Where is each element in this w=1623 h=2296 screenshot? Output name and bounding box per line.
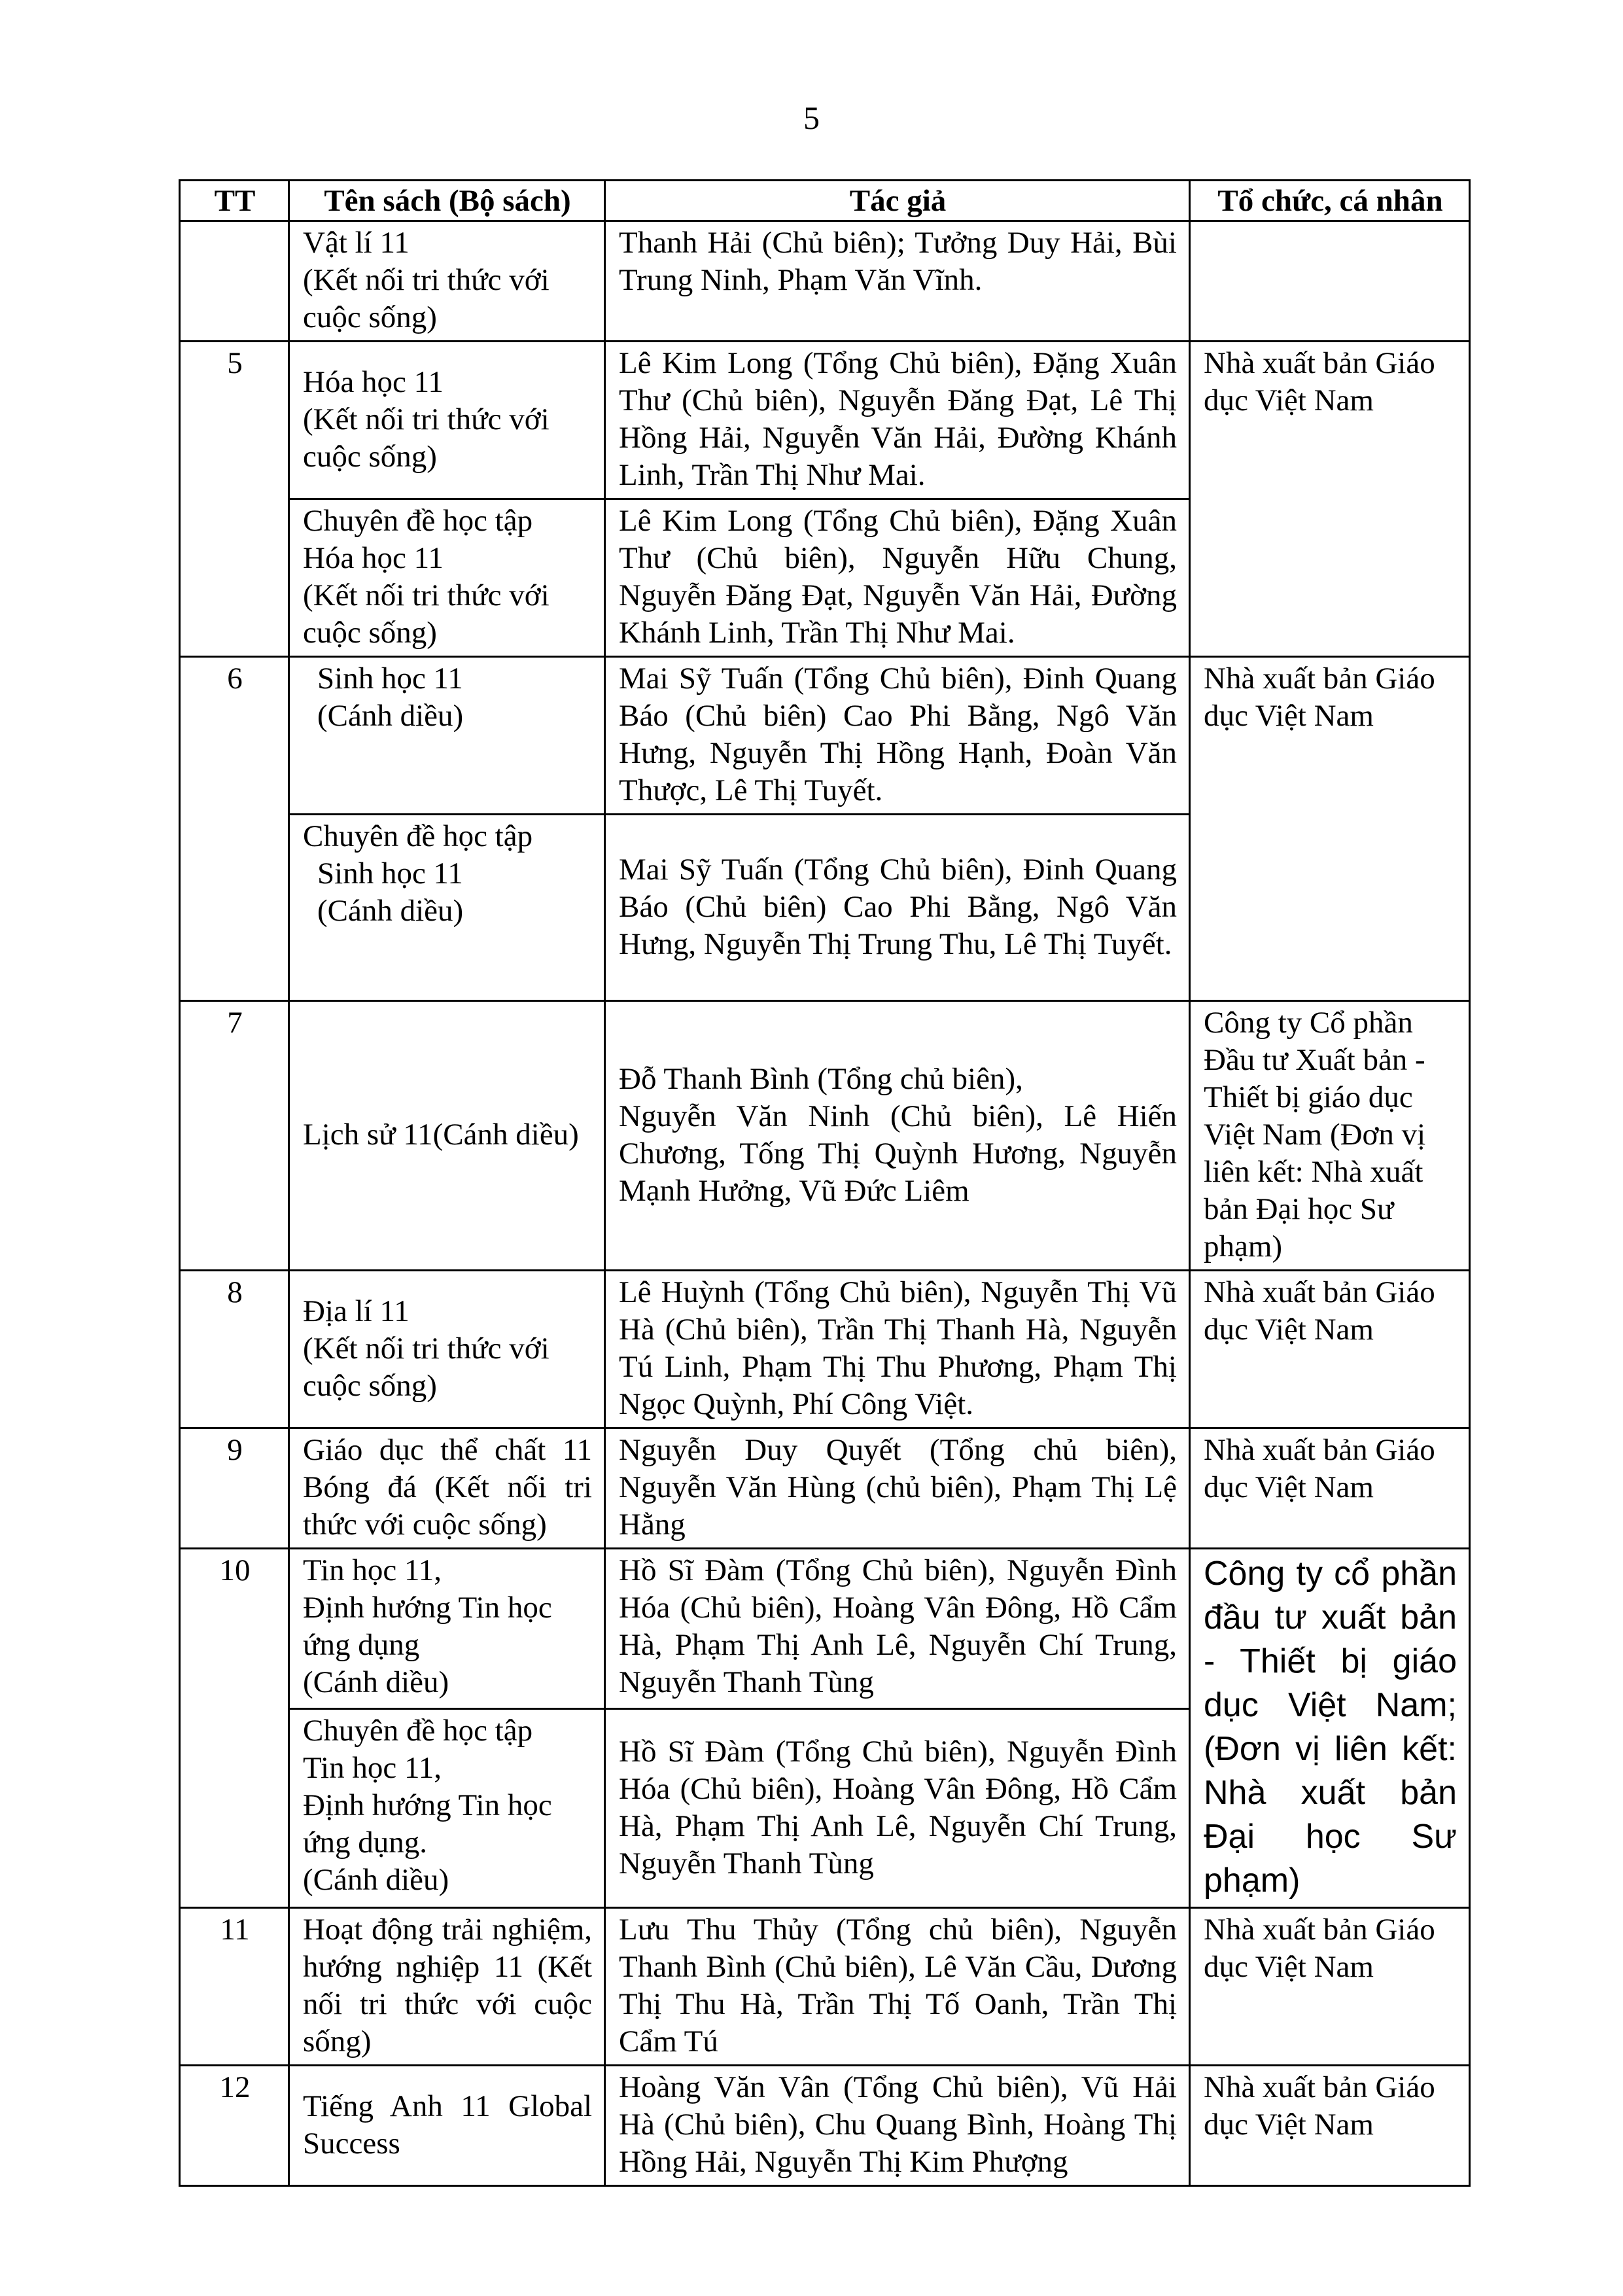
authors: Mai Sỹ Tuấn (Tổng Chủ biên), Đinh Quang Báo (Chủ biên) Cao Phi Bằng, Ngô Văn Hưng, Nguyễn Thị Trung Thu, Lê Thị Tuyết. <box>605 815 1190 1001</box>
authors-line: Đỗ Thanh Bình (Tổng chủ biên), <box>619 1061 1023 1096</box>
book-title-line: (Cánh diều) <box>317 894 464 928</box>
authors: Hồ Sĩ Đàm (Tổng Chủ biên), Nguyễn Đình Hóa (Chủ biên), Hoàng Vân Đông, Hồ Cẩm Hà, Phạm Thị Anh Lê, Nguyễn Chí Trung, Nguyễn Thanh Tùng <box>605 1549 1190 1709</box>
table-row <box>180 1428 1470 1549</box>
book-title: Giáo dục thể chất 11 Bóng đá (Kết nối tri thức với cuộc sống) <box>289 1428 605 1549</box>
book-title: Tin học 11, Định hướng Tin học ứng dụng (Cánh diều) <box>289 1549 605 1709</box>
authors: Hồ Sĩ Đàm (Tổng Chủ biên), Nguyễn Đình Hóa (Chủ biên), Hoàng Vân Đông, Hồ Cẩm Hà, Phạm Thị Anh Lê, Nguyễn Chí Trung, Nguyễn Thanh Tùng <box>605 1709 1190 1908</box>
book-title: Hóa học 11 (Kết nối tri thức với cuộc sống) <box>289 342 605 499</box>
textbook-table <box>179 179 1471 2187</box>
table-row <box>180 657 1470 815</box>
row-number <box>180 221 289 342</box>
book-title: Hoạt động trải nghiệm, hướng nghiệp 11 (Kết nối tri thức với cuộc sống) <box>289 1908 605 2066</box>
authors <box>605 1001 1190 1271</box>
book-title <box>289 815 605 1001</box>
book-title <box>289 657 605 815</box>
row-number: 11 <box>180 1908 289 2066</box>
organization <box>1190 221 1470 342</box>
authors: Hoàng Văn Vân (Tổng Chủ biên), Vũ Hải Hà (Chủ biên), Chu Quang Bình, Hoàng Thị Hồng Hải, Nguyễn Thị Kim Phượng <box>605 2066 1190 2186</box>
organization: Công ty Cổ phần Đầu tư Xuất bản - Thiết bị giáo dục Việt Nam (Đơn vị liên kết: Nhà xuất bản Đại học Sư phạm) <box>1190 1001 1470 1271</box>
organization: Nhà xuất bản Giáo dục Việt Nam <box>1190 657 1470 1001</box>
authors: Lưu Thu Thủy (Tổng chủ biên), Nguyễn Thanh Bình (Chủ biên), Lê Văn Cầu, Dương Thị Thu Hà, Trần Thị Tố Oanh, Trần Thị Cẩm Tú <box>605 1908 1190 2066</box>
authors: Lê Huỳnh (Tổng Chủ biên), Nguyễn Thị Vũ Hà (Chủ biên), Trần Thị Thanh Hà, Nguyễn Tú Linh, Phạm Thị Thu Phương, Phạm Thị Ngọc Quỳnh, Phí Công Việt. <box>605 1271 1190 1428</box>
authors: Mai Sỹ Tuấn (Tổng Chủ biên), Đinh Quang Báo (Chủ biên) Cao Phi Bằng, Ngô Văn Hưng, Nguyễn Thị Hồng Hạnh, Đoàn Văn Thược, Lê Thị Tuyết. <box>605 657 1190 815</box>
table-row <box>180 1001 1470 1271</box>
book-title-line: Chuyên đề học tập <box>303 819 533 853</box>
table-row <box>180 1271 1470 1428</box>
table-row <box>180 221 1470 342</box>
authors: Lê Kim Long (Tổng Chủ biên), Đặng Xuân Thư (Chủ biên), Nguyễn Đăng Đạt, Lê Thị Hồng Hải, Nguyễn Văn Hải, Đường Khánh Linh, Trần Thị Như Mai. <box>605 342 1190 499</box>
book-title: Vật lí 11 (Kết nối tri thức với cuộc sống) <box>289 221 605 342</box>
book-title: Tiếng Anh 11 Global Success <box>289 2066 605 2186</box>
book-title-line: Sinh học 11 <box>317 857 463 891</box>
authors: Thanh Hải (Chủ biên); Tưởng Duy Hải, Bùi Trung Ninh, Phạm Văn Vĩnh. <box>605 221 1190 342</box>
header-tt: TT <box>180 181 289 221</box>
organization: Nhà xuất bản Giáo dục Việt Nam <box>1190 1428 1470 1549</box>
row-number: 7 <box>180 1001 289 1271</box>
row-number: 9 <box>180 1428 289 1549</box>
authors: Nguyễn Duy Quyết (Tổng chủ biên), Nguyễn Văn Hùng (chủ biên), Phạm Thị Lệ Hằng <box>605 1428 1190 1549</box>
book-title: Chuyên đề học tập Tin học 11, Định hướng Tin học ứng dụng. (Cánh diều) <box>289 1709 605 1908</box>
organization: Nhà xuất bản Giáo dục Việt Nam <box>1190 1908 1470 2066</box>
organization: Nhà xuất bản Giáo dục Việt Nam <box>1190 1271 1470 1428</box>
book-title-line: (Cánh diều) <box>317 699 464 733</box>
row-number: 8 <box>180 1271 289 1428</box>
book-title: Chuyên đề học tập Hóa học 11 (Kết nối tri thức với cuộc sống) <box>289 499 605 657</box>
table-header-row <box>180 181 1470 221</box>
organization: Công ty cổ phần đầu tư xuất bản - Thiết bị giáo dục Việt Nam; (Đơn vị liên kết: Nhà xuất bản Đại học Sư phạm) <box>1190 1549 1470 1908</box>
book-title: Lịch sử 11(Cánh diều) <box>289 1001 605 1271</box>
table-row <box>180 1549 1470 1709</box>
authors: Lê Kim Long (Tổng Chủ biên), Đặng Xuân Thư (Chủ biên), Nguyễn Hữu Chung, Nguyễn Đăng Đạt, Nguyễn Văn Hải, Đường Khánh Linh, Trần Thị Như Mai. <box>605 499 1190 657</box>
organization: Nhà xuất bản Giáo dục Việt Nam <box>1190 342 1470 657</box>
row-number: 6 <box>180 657 289 1001</box>
table-row <box>180 342 1470 499</box>
row-number: 10 <box>180 1549 289 1908</box>
header-book: Tên sách (Bộ sách) <box>289 181 605 221</box>
book-title-line: Sinh học 11 <box>317 662 463 696</box>
book-title: Địa lí 11 (Kết nối tri thức với cuộc sống) <box>289 1271 605 1428</box>
header-org: Tổ chức, cá nhân <box>1190 181 1470 221</box>
row-number: 12 <box>180 2066 289 2186</box>
row-number: 5 <box>180 342 289 657</box>
page-number: 5 <box>803 99 820 136</box>
authors-line: Nguyễn Văn Ninh (Chủ biên), Lê Hiến Chương, Tống Thị Quỳnh Hương, Nguyễn Mạnh Hưởng, Vũ Đức Liêm <box>619 1099 1177 1208</box>
organization: Nhà xuất bản Giáo dục Việt Nam <box>1190 2066 1470 2186</box>
table-row <box>180 2066 1470 2186</box>
header-author: Tác giả <box>605 181 1190 221</box>
table-row <box>180 1908 1470 2066</box>
